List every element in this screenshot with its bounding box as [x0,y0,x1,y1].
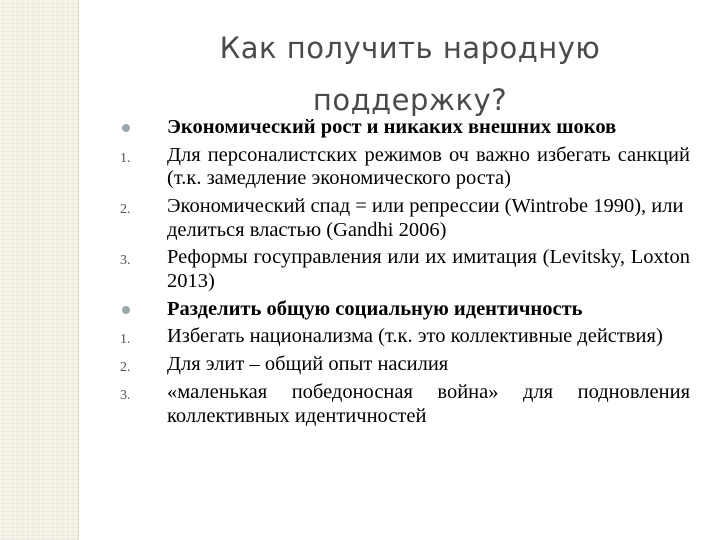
title-line-1: Как получить народную [219,31,601,65]
list-item-text: Экономический рост и никаких внешних шоков [167,116,617,138]
list-number: 2. [120,202,131,218]
list-item [120,325,690,349]
list-item [120,381,690,428]
list-item [120,298,690,322]
list-item-text: Для персоналистских режимов оч важно избегать санкций (т.к. замедление экономического роста) [167,143,690,190]
slide-title [150,22,670,126]
list-number: 3. [120,388,131,404]
list-item [120,195,690,242]
list-number: 1. [120,150,131,166]
list-number: 2. [120,360,131,376]
list-item-text: «маленькая победоносная война» для подновления коллективных идентичностей [167,381,690,427]
list-item [120,353,690,377]
list-item-text: Разделить общую социальную идентичность [167,297,583,320]
list-item [120,246,690,293]
list-item [120,144,690,191]
list-item-text: Экономический спад = или репрессии (Wintrobe 1990), или делиться властью (Gandhi 2006) [167,195,684,241]
decorative-side-strip [0,0,78,540]
list-number: 3. [120,253,131,269]
list-item-text: Избегать национализма (т.к. это коллективные действия) [167,325,663,348]
list-item-text: Реформы госуправления или их имитация (Levitsky, Loxton 2013) [167,246,690,292]
list-number: 1. [120,332,131,348]
list-item-text: Для элит – общий опыт насилия [167,353,449,376]
side-divider [78,0,79,540]
bullet-list [120,116,690,432]
list-item [120,116,690,140]
title-line-2: поддержку? [312,83,508,117]
